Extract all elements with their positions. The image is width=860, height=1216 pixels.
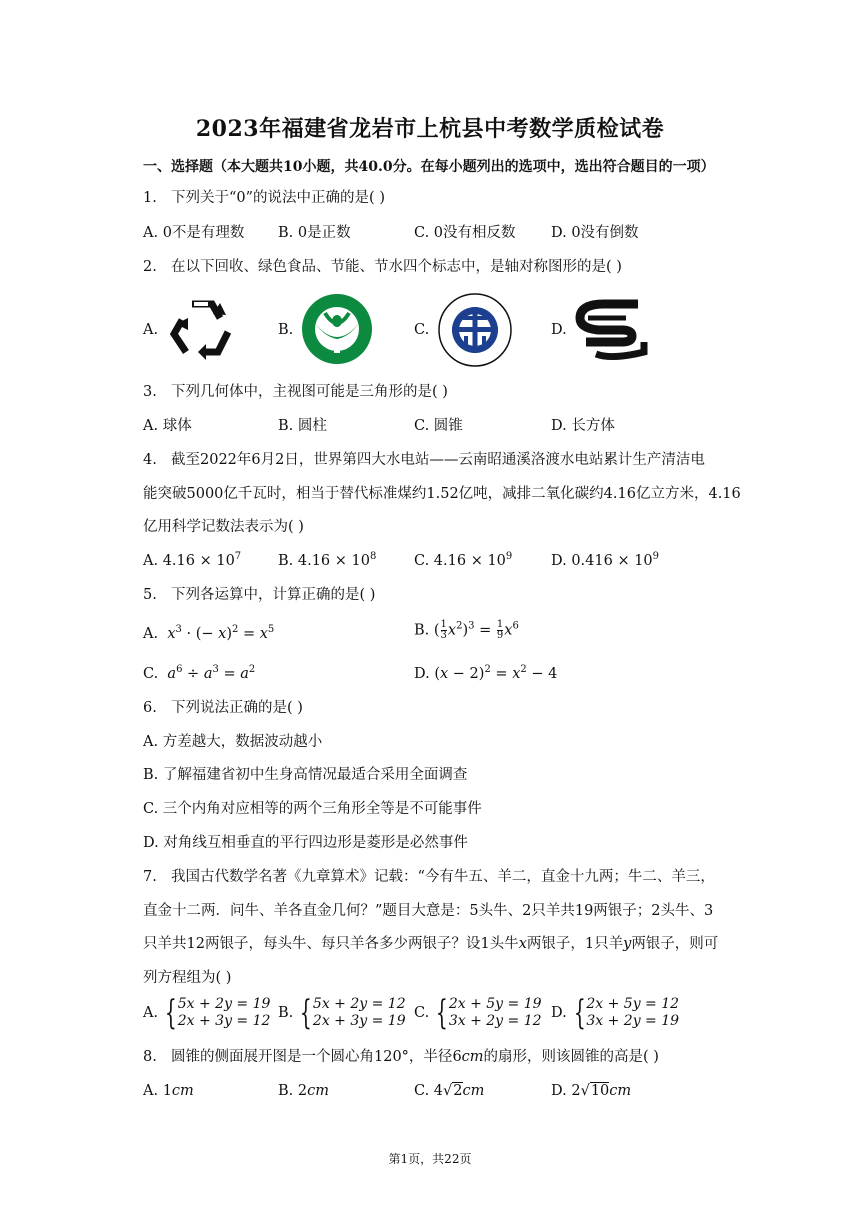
page-title: 2023年福建省龙岩市上杭县中考数学质检试卷 bbox=[195, 116, 665, 142]
question-text-line-1: 我国古代数学名著《九章算术》记载：“今有牛五、羊二，直金十九两；牛二、羊三， bbox=[171, 869, 715, 885]
q6-option-d[interactable]: D. 对角线互相垂直的平行四边形是菱形是必然事件 bbox=[143, 835, 468, 851]
recycle-icon bbox=[166, 294, 238, 364]
q1-option-a[interactable]: A. 0不是有理数 bbox=[143, 225, 245, 241]
question-number: 2. bbox=[143, 259, 157, 275]
q4-option-c[interactable]: C. $4.16 \times 10^9$ bbox=[414, 551, 513, 569]
question-7-line-3: 只羊共12两银子，每头牛、每只羊各多少两银子？设1头牛x两银子，1只羊y两银子，则可 bbox=[143, 936, 719, 952]
q3-option-b[interactable]: B. 圆柱 bbox=[278, 418, 327, 434]
question-text: 下列几何体中，主视图可能是三角形的是( ) bbox=[171, 384, 448, 400]
question-number: 7. bbox=[143, 869, 157, 885]
question-text-line-1: 截至2022年6月2日，世界第四大水电站——云南昭通溪洛渡水电站累计生产清洁电 bbox=[171, 452, 705, 468]
question-6 bbox=[143, 698, 303, 718]
q8-option-b[interactable]: B. 2cm bbox=[278, 1083, 329, 1099]
question-1 bbox=[143, 188, 385, 208]
q5-option-d[interactable]: D. $(x - 2)^2 = x^2 - 4$ bbox=[414, 664, 558, 682]
q2-option-b[interactable]: B. bbox=[278, 322, 294, 338]
q7-option-a[interactable]: A. { 5x + 2y = 19 2x + 3y = 12 bbox=[143, 993, 271, 1033]
question-text: 下列说法正确的是( ) bbox=[171, 700, 303, 716]
q8-option-a[interactable]: A. 1cm bbox=[143, 1083, 194, 1099]
q2-option-c[interactable]: C. bbox=[414, 322, 430, 338]
question-text: 下列关于“0”的说法中正确的是( ) bbox=[171, 190, 385, 206]
question-8: 8. 圆锥的侧面展开图是一个圆心角120°，半径6cm的扇形，则该圆锥的高是( ) bbox=[143, 1049, 659, 1065]
q4-option-d[interactable]: D. $0.416 \times 10^9$ bbox=[551, 551, 660, 569]
question-7 bbox=[143, 867, 715, 887]
q2-option-a[interactable]: A. bbox=[143, 322, 159, 338]
q4-option-a[interactable]: A. $4.16 \times 10^7$ bbox=[143, 551, 242, 569]
q5-option-c[interactable]: C. $a^6 \div a^3 = a^2$ bbox=[143, 664, 256, 682]
question-text: 下列各运算中，计算正确的是( ) bbox=[171, 587, 376, 603]
q3-option-c[interactable]: C. 圆锥 bbox=[414, 418, 463, 434]
q1-option-b[interactable]: B. 0是正数 bbox=[278, 225, 351, 241]
q6-option-c[interactable]: C. 三个内角对应相等的两个三角形全等是不可能事件 bbox=[143, 801, 482, 817]
q8-option-c[interactable]: C. 4√2cm bbox=[414, 1083, 485, 1099]
question-7-line-2: 直金十二两．问牛、羊各直金几何？”题目大意是：5头牛、2只羊共19两银子；2头牛、3 bbox=[143, 903, 714, 919]
page-footer: 第1页，共22页 bbox=[388, 1152, 472, 1166]
q7-option-b[interactable]: B. { 5x + 2y = 12 2x + 3y = 19 bbox=[278, 993, 406, 1033]
question-number: 5. bbox=[143, 587, 157, 603]
q8-option-d[interactable]: D. 2√10cm bbox=[551, 1083, 632, 1099]
q4-option-b[interactable]: B. $4.16 \times 10^8$ bbox=[278, 551, 377, 569]
question-number: 3. bbox=[143, 384, 157, 400]
question-7-line-4: 列方程组为( ) bbox=[143, 970, 232, 986]
question-number: 8. bbox=[143, 1049, 157, 1065]
q6-option-b[interactable]: B. 了解福建省初中生身高情况最适合采用全面调查 bbox=[143, 767, 468, 783]
q2-option-d[interactable]: D. bbox=[551, 322, 567, 338]
question-number: 1. bbox=[143, 190, 157, 206]
q5-option-b[interactable]: B. ( $\frac{1}{3}$ $x^2)^3$ = $\frac{1}{9}$ $x^6$ bbox=[414, 619, 519, 641]
section-heading: 一、选择题（本大题共10小题，共40.0分。在每小题列出的选项中，选出符合题目的一项） bbox=[143, 159, 715, 175]
question-2 bbox=[143, 257, 622, 277]
q3-option-a[interactable]: A. 球体 bbox=[143, 418, 192, 434]
question-3 bbox=[143, 382, 448, 402]
q5-option-a[interactable]: A. $x^3$ · (− $x)^2 = x^5$ bbox=[143, 624, 275, 642]
question-4 bbox=[143, 450, 705, 470]
question-5 bbox=[143, 585, 375, 605]
q7-option-c[interactable]: C. { 2x + 5y = 19 3x + 2y = 12 bbox=[414, 993, 542, 1033]
question-number: 6. bbox=[143, 700, 157, 716]
question-4-line-3: 亿用科学记数法表示为( ) bbox=[143, 519, 304, 535]
energy-saving-icon bbox=[437, 292, 513, 368]
question-4-line-2: 能突破5000亿千瓦时，相当于替代标准煤约1.52亿吨，减排二氧化碳约4.16亿立方米，4.16 bbox=[143, 486, 741, 502]
q3-option-d[interactable]: D. 长方体 bbox=[551, 418, 615, 434]
q1-option-d[interactable]: D. 0没有倒数 bbox=[551, 225, 639, 241]
green-food-icon bbox=[299, 293, 375, 365]
q6-option-a[interactable]: A. 方差越大，数据波动越小 bbox=[143, 734, 323, 750]
q7-option-d[interactable]: D. { 2x + 5y = 12 3x + 2y = 19 bbox=[551, 993, 680, 1033]
water-saving-icon bbox=[574, 296, 650, 362]
question-number: 4. bbox=[143, 452, 157, 468]
q1-option-c[interactable]: C. 0没有相反数 bbox=[414, 225, 516, 241]
question-text: 在以下回收、绿色食品、节能、节水四个标志中，是轴对称图形的是( ) bbox=[171, 259, 622, 275]
